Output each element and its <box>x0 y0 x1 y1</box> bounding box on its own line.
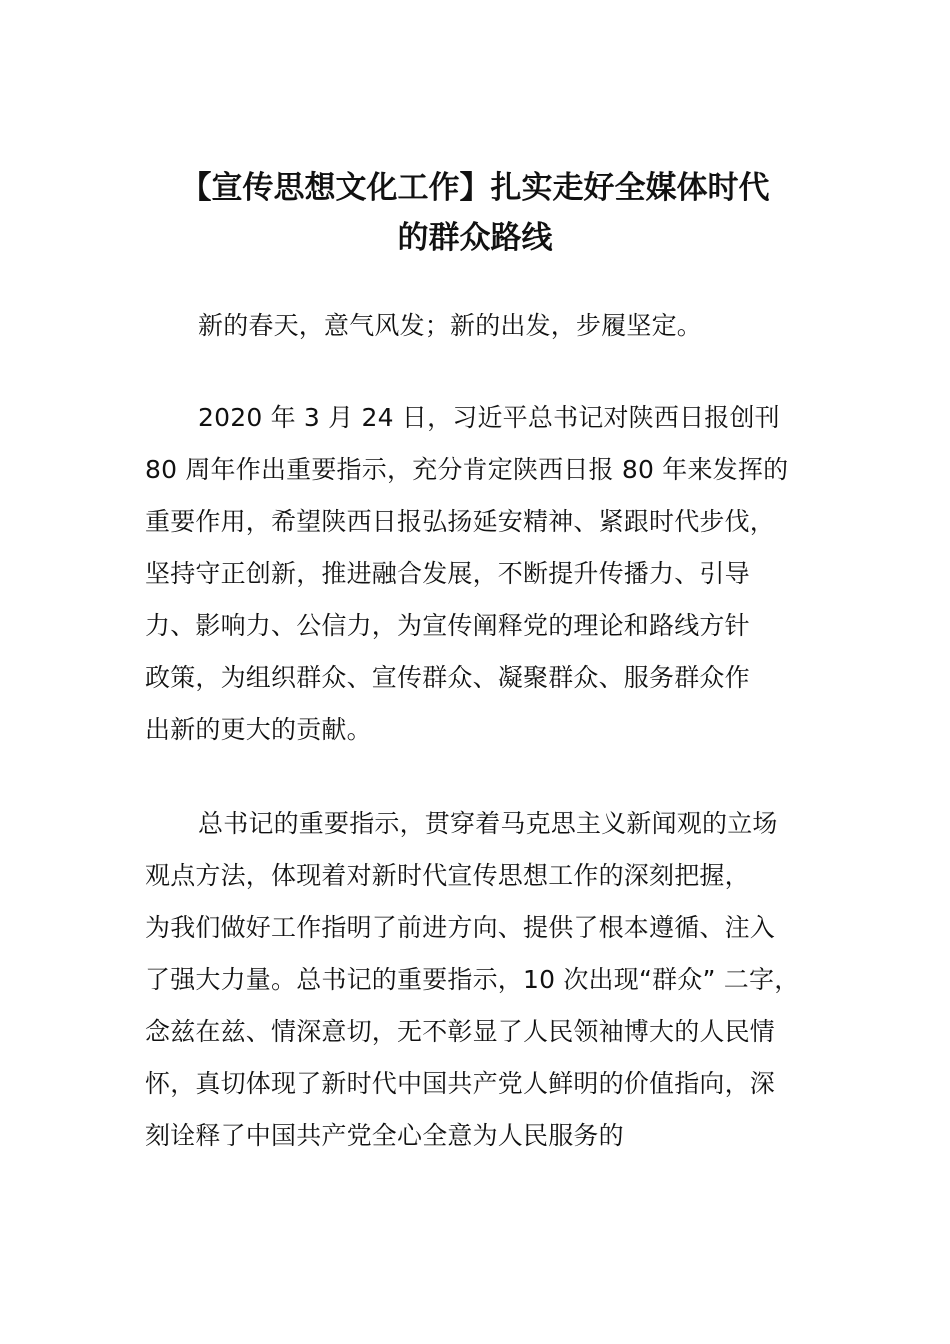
paragraph-3-line-5: 念兹在兹、情深意切，无不彰显了人民领袖博大的人民情 <box>145 1017 776 1046</box>
paragraph-2-line-7: 出新的更大的贡献。 <box>145 715 372 744</box>
paragraph-2-line-3: 重要作用，希望陕西日报弘扬延安精神、紧跟时代步伐， <box>145 507 776 536</box>
document-title-line-2: 的群众路线 <box>397 220 553 256</box>
paragraph-3-line-6: 怀，真切体现了新时代中国共产党人鲜明的价值指向，深 <box>145 1069 776 1098</box>
paragraph-3-line-3: 为我们做好工作指明了前进方向、提供了根本遵循、注入 <box>145 913 776 942</box>
paragraph-2-line-1: 2020 年 3 月 24 日，习近平总书记对陕西日报创刊 <box>198 403 780 432</box>
paragraph-1-line-1: 新的春天，意气风发；新的出发，步履坚定。 <box>198 311 703 340</box>
paragraph-3-line-4: 了强大力量。总书记的重要指示，10 次出现“群众” 二字， <box>145 965 800 994</box>
document-title-line-1: 【宣传思想文化工作】扎实走好全媒体时代 <box>180 170 770 206</box>
paragraph-2-line-6: 政策，为组织群众、宣传群众、凝聚群众、服务群众作 <box>145 663 750 692</box>
paragraph-3-line-2: 观点方法，体现着对新时代宣传思想工作的深刻把握， <box>145 861 750 890</box>
paragraph-3-line-1: 总书记的重要指示，贯穿着马克思主义新闻观的立场 <box>198 809 778 838</box>
paragraph-3-line-7: 刻诠释了中国共产党全心全意为人民服务的 <box>145 1121 624 1150</box>
paragraph-2-line-2: 80 周年作出重要指示，充分肯定陕西日报 80 年来发挥的 <box>145 455 789 484</box>
paragraph-2-line-4: 坚持守正创新，推进融合发展，不断提升传播力、引导 <box>145 559 750 588</box>
paragraph-2-line-5: 力、影响力、公信力，为宣传阐释党的理论和路线方针 <box>145 611 750 640</box>
